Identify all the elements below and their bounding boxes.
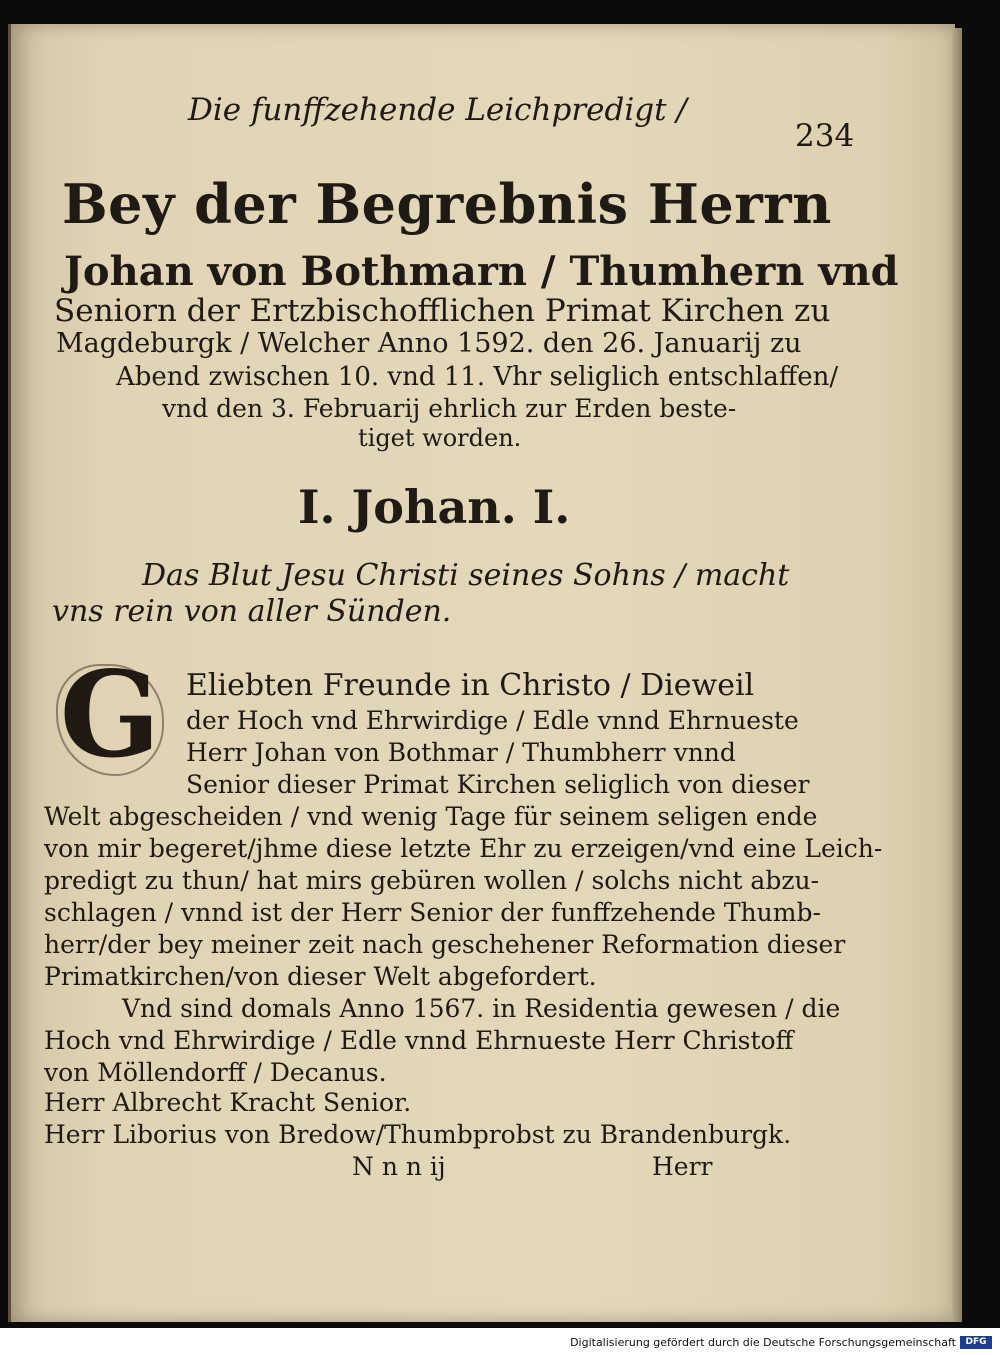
title-line-2: Johan von Bothmarn / Thumhern vnd [64, 248, 899, 295]
body-line-8: schlagen / vnnd ist der Herr Senior der funffzehende Thumb- [44, 898, 821, 927]
body-line-3: Herr Johan von Bothmar / Thumbherr vnnd [186, 738, 736, 767]
title-line-7: tiget worden. [358, 424, 522, 452]
body-line-14: Herr Albrecht Kracht Senior. [44, 1088, 412, 1117]
title-line-1: Bey der Begrebnis Herrn [62, 172, 832, 236]
body-line-10: Primatkirchen/von dieser Welt abgefordert. [44, 962, 597, 991]
verse-line-2: vns rein von aller Sünden. [52, 594, 452, 629]
signature-mark: N n n ij [352, 1152, 446, 1181]
verse-line-1: Das Blut Jesu Christi seines Sohns / macht [142, 558, 790, 593]
title-line-3: Seniorn der Ertzbischofflichen Primat Kirchen zu [54, 293, 831, 329]
body-line-4: Senior dieser Primat Kirchen seliglich von dieser [186, 770, 810, 799]
body-line-6: von mir begeret/jhme diese letzte Ehr zu erzeigen/vnd eine Leich- [44, 834, 883, 863]
body-line-13: von Möllendorff / Decanus. [44, 1058, 387, 1087]
body-line-15: Herr Liborius von Bredow/Thumbprobst zu Brandenburgk. [44, 1120, 792, 1149]
dfg-logo: DFG [960, 1336, 992, 1349]
body-line-9: herr/der bey meiner zeit nach geschehener Reformation dieser [44, 930, 846, 959]
body-line-12: Hoch vnd Ehrwirdige / Edle vnnd Ehrnueste Herr Christoff [44, 1026, 794, 1055]
body-line-5: Welt abgescheiden / vnd wenig Tage für seinem seligen ende [44, 802, 818, 831]
funding-credit: Digitalisierung gefördert durch die Deutsche Forschungsgemeinschaft [570, 1336, 956, 1349]
decorated-initial: G [50, 656, 170, 780]
body-line-1: Eliebten Freunde in Christo / Dieweil [186, 668, 755, 703]
body-line-2: der Hoch vnd Ehrwirdige / Edle vnnd Ehrnueste [186, 706, 799, 735]
title-line-4: Magdeburgk / Welcher Anno 1592. den 26. Januarij zu [56, 328, 802, 359]
title-line-6: vnd den 3. Februarij ehrlich zur Erden beste- [162, 394, 737, 423]
page-edge [952, 28, 962, 1322]
title-line-5: Abend zwischen 10. vnd 11. Vhr seliglich entschlaffen/ [116, 362, 839, 392]
body-line-11: Vnd sind domals Anno 1567. in Residentia gewesen / die [122, 994, 841, 1023]
running-head: Die funffzehende Leichpredigt / [188, 92, 687, 128]
catchword: Herr [652, 1152, 713, 1181]
page-number: 234 [795, 118, 855, 154]
body-line-7: predigt zu thun/ hat mirs gebüren wollen / solchs nicht abzu- [44, 866, 820, 895]
scripture-reference: I. Johan. I. [298, 480, 571, 534]
